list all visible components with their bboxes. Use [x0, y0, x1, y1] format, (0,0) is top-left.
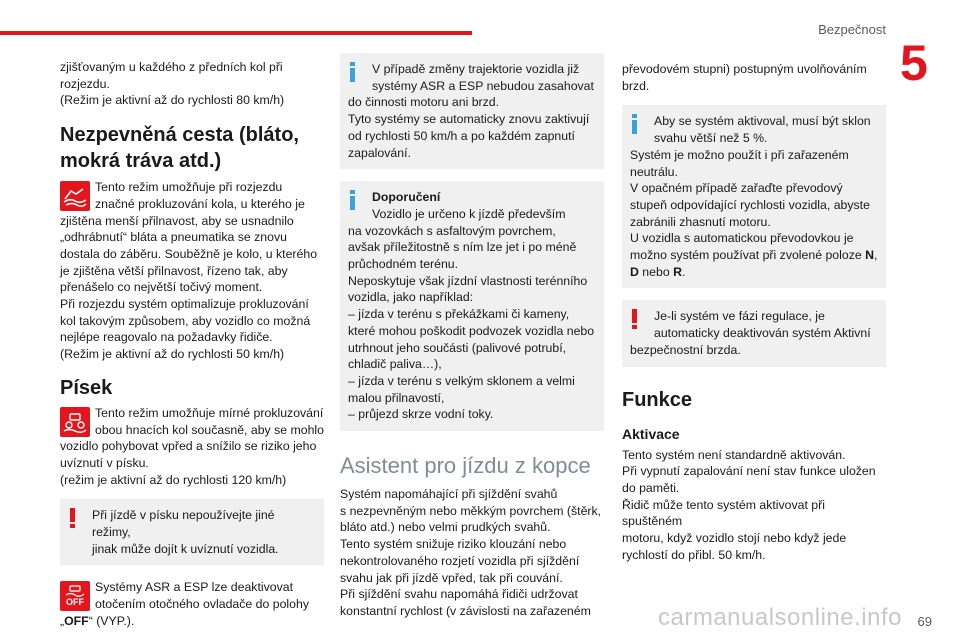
- info-line: průchodném terénu.: [348, 257, 459, 272]
- aktivace-line: Při vypnutí zapalování není stav funkce uložen: [622, 464, 876, 479]
- info-line: které mohou poškodit podvozek vozidla nebo: [348, 323, 595, 338]
- warning-icon: [632, 309, 637, 329]
- aktivace-line: rychlostí do přibl. 50 km/h.: [622, 547, 766, 562]
- sand-warning-box: [60, 499, 324, 565]
- watermark: carmanualsonline.info: [658, 604, 902, 631]
- hill-line: Tento systém snižuje riziko klouzání nebo: [340, 537, 567, 552]
- hill-line: bláto atd.) nebo velmi prudkých svahů.: [340, 520, 551, 535]
- gear-n: N: [865, 248, 875, 263]
- warning-line: bezpečnostní brzda.: [630, 342, 741, 357]
- warning-box-regulation: [622, 300, 886, 366]
- hill-line: konstantní rychlost (v závislosti na zařazeném: [340, 603, 591, 618]
- mud-heading: mokrá tráva atd.): [60, 150, 222, 173]
- header-accent-bar: [0, 31, 472, 35]
- info-box-recommendation: [340, 181, 604, 431]
- quote-open: „: [60, 613, 65, 628]
- section-title: Bezpečnost: [818, 22, 886, 37]
- mud-text-line: Při rozjezdu systém optimalizuje prokluzování: [60, 297, 309, 312]
- warning-icon: [70, 508, 75, 528]
- mud-text-line: je zjištěna větší přilnavost, řízeno tak, aby: [60, 263, 288, 278]
- info-line: od rychlosti 50 km/h a po každém zapnutí: [348, 128, 575, 143]
- info-line: Aby se systém aktivoval, musí být sklon: [654, 114, 871, 129]
- column-1: [60, 59, 324, 630]
- info-line: zabránili zhasnutí motoru.: [630, 214, 771, 229]
- hill-line: nekontrolovaného rozjetí vozidla při sjíždění: [340, 553, 580, 568]
- mud-text-line: Tento režim umožňuje při rozjezdu: [95, 180, 283, 195]
- gear-d: D: [630, 264, 639, 279]
- hill-line: s nezpevněným nebo měkkým povrchem (štěrk,: [340, 503, 602, 518]
- sand-text-line: vozidlo pohybovat vpřed a snížilo se riziko jeho: [60, 439, 317, 454]
- info-line: – jízda v terénu s překážkami či kameny,: [348, 307, 570, 322]
- off-text-line: otočením otočného ovladače do polohy: [95, 597, 309, 612]
- intro-line: rozjezdu.: [60, 76, 110, 91]
- gear-nebo: nebo: [638, 264, 674, 279]
- hill-assist-heading: Asistent pro jízdu z kopce: [340, 453, 591, 479]
- off-text-line: Systémy ASR a ESP lze deaktivovat: [95, 580, 293, 595]
- info-line: V opačném případě zařaďte převodový: [630, 181, 843, 196]
- info-line: na vozovkách s asfaltovým povrchem,: [348, 223, 556, 238]
- sand-text-line: uvíznutí v písku.: [60, 455, 149, 470]
- aktivace-heading: Aktivace: [622, 425, 680, 442]
- info-line-gear: [630, 264, 878, 281]
- info-line: neutrálu.: [630, 164, 678, 179]
- info-line: utrhnout jeho součásti (palivové potrubí,: [348, 340, 567, 355]
- info-line: zapalování.: [348, 145, 411, 160]
- aktivace-line: Řidič může tento systém aktivovat při spuštěném: [622, 497, 825, 529]
- info-line: Systém je možno použít i při zařazeném: [630, 147, 849, 162]
- info-line: chladič paliva…),: [348, 357, 442, 372]
- intro-line: (Režim je aktivní až do rychlosti 80 km/h): [60, 93, 285, 108]
- off-tail: “ (VYP.).: [88, 613, 135, 628]
- off-text-line: [60, 613, 324, 630]
- sand-text-line: Tento režim umožňuje mírné prokluzování: [95, 405, 324, 420]
- off-bold: OFF: [64, 613, 89, 628]
- info-line: stupeň odpovídající rychlosti vozidla, abyste: [630, 197, 870, 212]
- mud-text-line: (Režim je aktivní až do rychlosti 50 km/h): [60, 347, 285, 362]
- column-3: [622, 61, 886, 563]
- warning-line: Při jízdě v písku nepoužívejte jiné režimy,: [92, 508, 275, 540]
- sand-text-line: obou hnacích kol současně, aby se mohlo: [95, 422, 325, 437]
- info-line: Tyto systémy se automaticky znovu zaktivují: [348, 112, 590, 127]
- mud-heading: Nezpevněná cesta (bláto,: [60, 124, 299, 147]
- info-line-gear: [630, 247, 878, 264]
- aktivace-line: Tento systém není standardně aktivován.: [622, 447, 846, 462]
- warning-line: automaticky deaktivován systém Aktivní: [654, 326, 871, 341]
- info-line: Vozidlo je určeno k jízdě především: [372, 206, 566, 221]
- page-number: 69: [917, 614, 932, 629]
- info-line: do činnosti motoru ani brzd.: [348, 95, 500, 110]
- mud-text-block: [60, 179, 324, 212]
- off-icon-label: OFF: [66, 597, 84, 608]
- traction-mud-icon: [60, 181, 90, 211]
- info-line: – jízda v terénu s velkým sklonem a velmi: [348, 373, 575, 388]
- column-2: [340, 53, 604, 620]
- gear-end: .: [681, 264, 686, 279]
- continued-line: převodovém stupni) postupným uvolňováním: [622, 62, 867, 76]
- gear-comma: ,: [874, 248, 878, 263]
- off-text-block: [60, 579, 324, 612]
- aktivace-line: do paměti.: [622, 480, 680, 495]
- hill-line: svahu jak při jízdě vpřed, tak při couvání.: [340, 570, 563, 585]
- recommendation-title: Doporučení: [372, 190, 441, 205]
- info-line: malou přilnavostí,: [348, 390, 445, 405]
- aktivace-line: motoru, když vozidlo stojí nebo když jede: [622, 531, 847, 546]
- info-line: – průjezd skrze vodní toky.: [348, 407, 494, 422]
- sand-heading: Písek: [60, 376, 113, 399]
- info-line: V případě změny trajektorie vozidla již: [372, 62, 580, 76]
- info-line: svahu větší než 5 %.: [654, 131, 768, 146]
- mud-text-line: dostala do záběru. Souběžně je kolo, u kterého: [60, 246, 318, 261]
- mud-text-line: přenášelo co největší točivý moment.: [60, 280, 263, 295]
- mud-text-line: kol takovým způsobem, aby vozidlo co možná: [60, 313, 311, 328]
- info-line: vozidla, jako například:: [348, 290, 474, 305]
- info-icon: [350, 62, 355, 82]
- info-line: U vozidla s automatickou převodovkou je: [630, 231, 854, 246]
- mud-text-line: nejlépe reagovalo na požadavky řidiče.: [60, 330, 273, 345]
- funkce-heading: Funkce: [622, 388, 693, 411]
- mud-text-line: značné prokluzování kola, u kterého je: [95, 196, 305, 211]
- sand-text-block: [60, 405, 324, 438]
- warning-line: jinak může dojít k uvíznutí vozidla.: [92, 541, 279, 556]
- info-line: Neposkytuje však jízdní vlastnosti terénního: [348, 273, 588, 288]
- info-icon: [350, 190, 355, 210]
- info-icon: [632, 114, 637, 134]
- info-box-trajectory: [340, 53, 604, 169]
- info-line: avšak příležitostně s ním lze jet i po méně: [348, 240, 577, 255]
- traction-off-icon: [60, 581, 90, 611]
- hill-line: Při sjíždění svahu napomáhá řidiči udržovat: [340, 587, 578, 602]
- traction-sand-icon: [60, 407, 90, 437]
- continued-line: brzd.: [622, 78, 650, 93]
- hill-line: Systém napomáhající při sjíždění svahů: [340, 487, 558, 502]
- sand-text-line: (režim je aktivní až do rychlosti 120 km/h): [60, 472, 287, 487]
- info-box-activation: [622, 105, 886, 288]
- warning-line: Je-li systém ve fázi regulace, je: [654, 309, 825, 324]
- gear-r: R: [673, 264, 682, 279]
- intro-line: zjišťovaným u každého z předních kol při: [60, 60, 283, 74]
- mud-text-line: „odhrábnutí“ bláta a pneumatika se znovu: [60, 230, 287, 245]
- chapter-number: 5: [900, 35, 928, 91]
- gear-text: možno systém používat při zvolené poloze: [630, 248, 866, 263]
- mud-text-line: zjištěna menší přilnavost, aby se usnadnilo: [60, 213, 294, 228]
- info-line: systémy ASR a ESP nebudou zasahovat: [372, 78, 594, 93]
